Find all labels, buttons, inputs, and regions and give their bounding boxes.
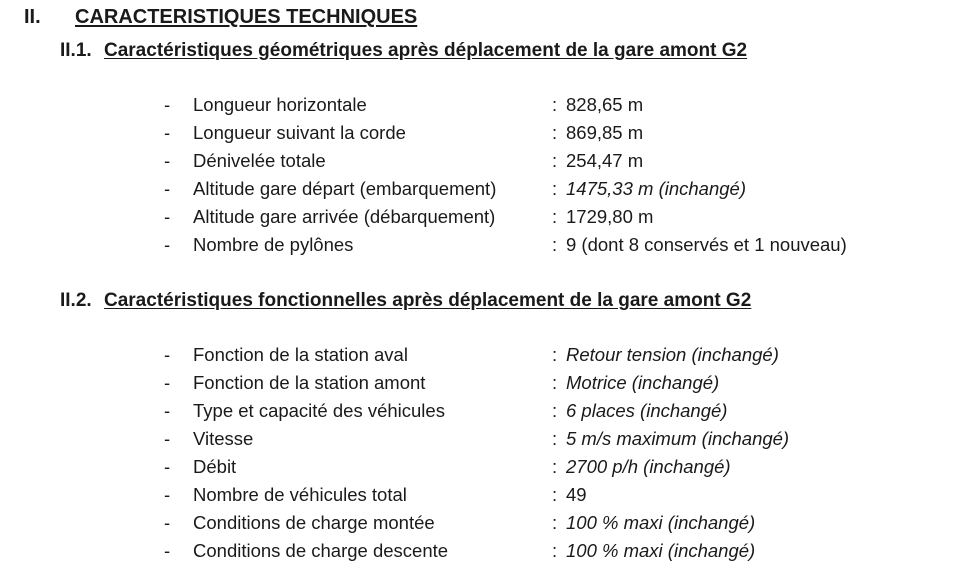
item-label: Nombre de véhicules total — [193, 484, 407, 505]
item-separator: : — [552, 122, 558, 143]
item-value: 869,85 m — [566, 122, 644, 143]
item-value: 6 places (inchangé) — [566, 400, 728, 421]
list-bullet: - — [164, 94, 171, 115]
item-separator: : — [552, 234, 558, 255]
item-separator: : — [552, 206, 558, 227]
item-label: Débit — [193, 456, 237, 477]
item-label: Conditions de charge descente — [193, 540, 449, 561]
item-value: 1475,33 m (inchangé) — [566, 178, 746, 199]
list-bullet: - — [164, 178, 171, 199]
item-label: Longueur suivant la corde — [193, 122, 406, 143]
item-value: 1729,80 m — [566, 206, 654, 227]
subsection-title: Caractéristiques fonctionnelles après déplacement de la gare amont G2 — [104, 290, 752, 311]
item-separator: : — [552, 372, 558, 393]
item-value: Retour tension (inchangé) — [566, 344, 779, 365]
section-title: CARACTERISTIQUES TECHNIQUES — [75, 6, 418, 28]
item-separator: : — [552, 428, 558, 449]
subsection-title: Caractéristiques géométriques après déplacement de la gare amont G2 — [104, 40, 748, 61]
item-separator: : — [552, 94, 558, 115]
item-value: 2700 p/h (inchangé) — [566, 456, 731, 477]
item-separator: : — [552, 344, 558, 365]
item-label: Fonction de la station aval — [193, 344, 408, 365]
list-bullet: - — [164, 512, 171, 533]
list-bullet: - — [164, 428, 171, 449]
item-value: 5 m/s maximum (inchangé) — [566, 428, 790, 449]
item-label: Type et capacité des véhicules — [193, 400, 445, 421]
item-label: Longueur horizontale — [193, 94, 367, 115]
item-label: Fonction de la station amont — [193, 372, 426, 393]
section-heading — [24, 6, 417, 29]
item-value: 254,47 m — [566, 150, 644, 171]
item-separator: : — [552, 540, 558, 561]
item-label: Nombre de pylônes — [193, 234, 354, 255]
list-bullet: - — [164, 206, 171, 227]
item-value: Motrice (inchangé) — [566, 372, 720, 393]
subsection-heading-functional — [60, 290, 751, 312]
list-bullet: - — [164, 234, 171, 255]
section-number: II. — [24, 6, 41, 28]
item-separator: : — [552, 400, 558, 421]
item-label: Conditions de charge montée — [193, 512, 435, 533]
item-label: Vitesse — [193, 428, 254, 449]
item-value: 9 (dont 8 conservés et 1 nouveau) — [566, 234, 847, 255]
list-bullet: - — [164, 122, 171, 143]
list-bullet: - — [164, 372, 171, 393]
item-value: 100 % maxi (inchangé) — [566, 512, 756, 533]
list-bullet: - — [164, 400, 171, 421]
subsection-number: II.2. — [60, 290, 92, 311]
item-value: 49 — [566, 484, 587, 505]
item-separator: : — [552, 456, 558, 477]
list-bullet: - — [164, 150, 171, 171]
item-value: 828,65 m — [566, 94, 644, 115]
list-bullet: - — [164, 540, 171, 561]
item-separator: : — [552, 178, 558, 199]
subsection-heading-geometric — [60, 40, 747, 62]
item-label: Altitude gare arrivée (débarquement) — [193, 206, 496, 227]
item-separator: : — [552, 512, 558, 533]
item-value: 100 % maxi (inchangé) — [566, 540, 756, 561]
item-label: Dénivelée totale — [193, 150, 326, 171]
subsection-number: II.1. — [60, 40, 92, 61]
list-bullet: - — [164, 456, 171, 477]
item-label: Altitude gare départ (embarquement) — [193, 178, 497, 199]
item-separator: : — [552, 150, 558, 171]
item-separator: : — [552, 484, 558, 505]
list-bullet: - — [164, 344, 171, 365]
list-bullet: - — [164, 484, 171, 505]
